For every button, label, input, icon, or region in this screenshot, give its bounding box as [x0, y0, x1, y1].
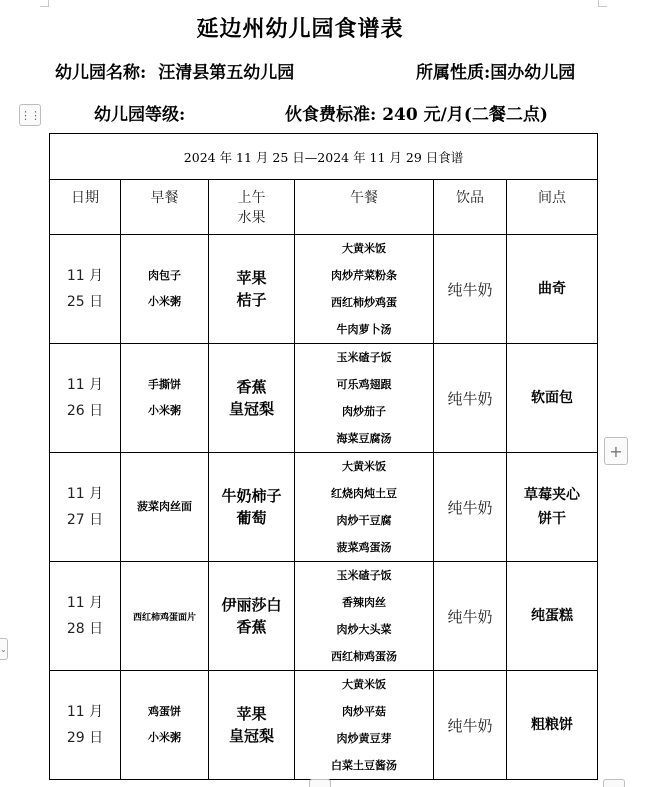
snack-cell: 软面包 — [507, 344, 598, 453]
fruit-cell: 牛奶柿子 葡萄 — [209, 453, 295, 562]
fee-value: 240 元/月(二餐二点) — [382, 105, 548, 125]
fruit-cell: 伊丽莎白 香蕉 — [209, 562, 295, 671]
table-row — [50, 344, 598, 453]
drink-cell: 纯牛奶 — [434, 453, 507, 562]
breakfast-cell: 肉包子 小米粥 — [121, 235, 209, 344]
kindergarten-name-line — [55, 58, 294, 83]
table-row — [50, 235, 598, 344]
grade-line — [94, 100, 185, 125]
header-fruit: 上午 水果 — [209, 180, 295, 235]
margin-corner-mark — [40, 0, 49, 7]
drink-cell: 纯牛奶 — [434, 235, 507, 344]
table-caption: 2024 年 11 月 25 日—2024 年 11 月 29 日食谱 — [50, 134, 598, 180]
header-breakfast: 早餐 — [121, 180, 209, 235]
grade-label: 幼儿园等级: — [94, 105, 186, 125]
date-cell: 11 月 29 日 — [50, 671, 121, 780]
table-resize-handle[interactable] — [309, 779, 331, 787]
breakfast-cell: 西红柿鸡蛋面片 — [121, 562, 209, 671]
breakfast-cell: 鸡蛋饼 小米粥 — [121, 671, 209, 780]
header-drink: 饮品 — [434, 180, 507, 235]
fruit-cell: 苹果 桔子 — [209, 235, 295, 344]
header-date: 日期 — [50, 180, 121, 235]
snack-cell: 纯蛋糕 — [507, 562, 598, 671]
date-cell: 11 月 26 日 — [50, 344, 121, 453]
lunch-cell: 大黄米饭 红烧肉炖土豆 肉炒干豆腐 菠菜鸡蛋汤 — [295, 453, 434, 562]
nature-value: 国办幼儿园 — [490, 63, 576, 83]
drink-cell: 纯牛奶 — [434, 671, 507, 780]
lunch-cell: 大黄米饭 肉炒芹菜粉条 西红柿炒鸡蛋 牛肉萝卜汤 — [295, 235, 434, 344]
breakfast-cell: 手撕饼 小米粥 — [121, 344, 209, 453]
fee-line — [285, 100, 548, 125]
snack-cell: 粗粮饼 — [507, 671, 598, 780]
table-resize-handle[interactable] — [603, 779, 625, 787]
date-cell: 11 月 27 日 — [50, 453, 121, 562]
menu-table — [49, 133, 598, 780]
page-title: 延边州幼儿园食谱表 — [196, 16, 404, 42]
lunch-cell: 玉米碴子饭 可乐鸡翅跟 肉炒茄子 海菜豆腐汤 — [295, 344, 434, 453]
add-row-button[interactable] — [604, 437, 628, 465]
margin-corner-mark — [598, 0, 607, 7]
kindergarten-name-label: 幼儿园名称: — [55, 63, 147, 83]
fruit-cell: 苹果 皇冠梨 — [209, 671, 295, 780]
drink-cell: 纯牛奶 — [434, 344, 507, 453]
date-cell: 11 月 25 日 — [50, 235, 121, 344]
chevron-down-icon[interactable]: ⌄ — [0, 638, 8, 660]
kindergarten-name: 汪清县第五幼儿园 — [158, 63, 295, 83]
nature-label: 所属性质: — [416, 63, 491, 83]
fee-label: 伙食费标准: — [285, 105, 377, 125]
drink-cell: 纯牛奶 — [434, 562, 507, 671]
table-row — [50, 562, 598, 671]
table-move-handle-icon[interactable]: ⋮⋮ — [19, 104, 41, 126]
lunch-cell: 玉米碴子饭 香辣肉丝 肉炒大头菜 西红柿鸡蛋汤 — [295, 562, 434, 671]
table-row — [50, 453, 598, 562]
nature-line — [416, 58, 575, 83]
lunch-cell: 大黄米饭 肉炒平菇 肉炒黄豆芽 白菜土豆酱汤 — [295, 671, 434, 780]
snack-cell: 曲奇 — [507, 235, 598, 344]
snack-cell: 草莓夹心 饼干 — [507, 453, 598, 562]
fruit-cell: 香蕉 皇冠梨 — [209, 344, 295, 453]
plus-icon: + — [609, 441, 623, 461]
breakfast-cell: 菠菜肉丝面 — [121, 453, 209, 562]
header-lunch: 午餐 — [295, 180, 434, 235]
table-row — [50, 671, 598, 780]
date-cell: 11 月 28 日 — [50, 562, 121, 671]
header-snack: 间点 — [507, 180, 598, 235]
